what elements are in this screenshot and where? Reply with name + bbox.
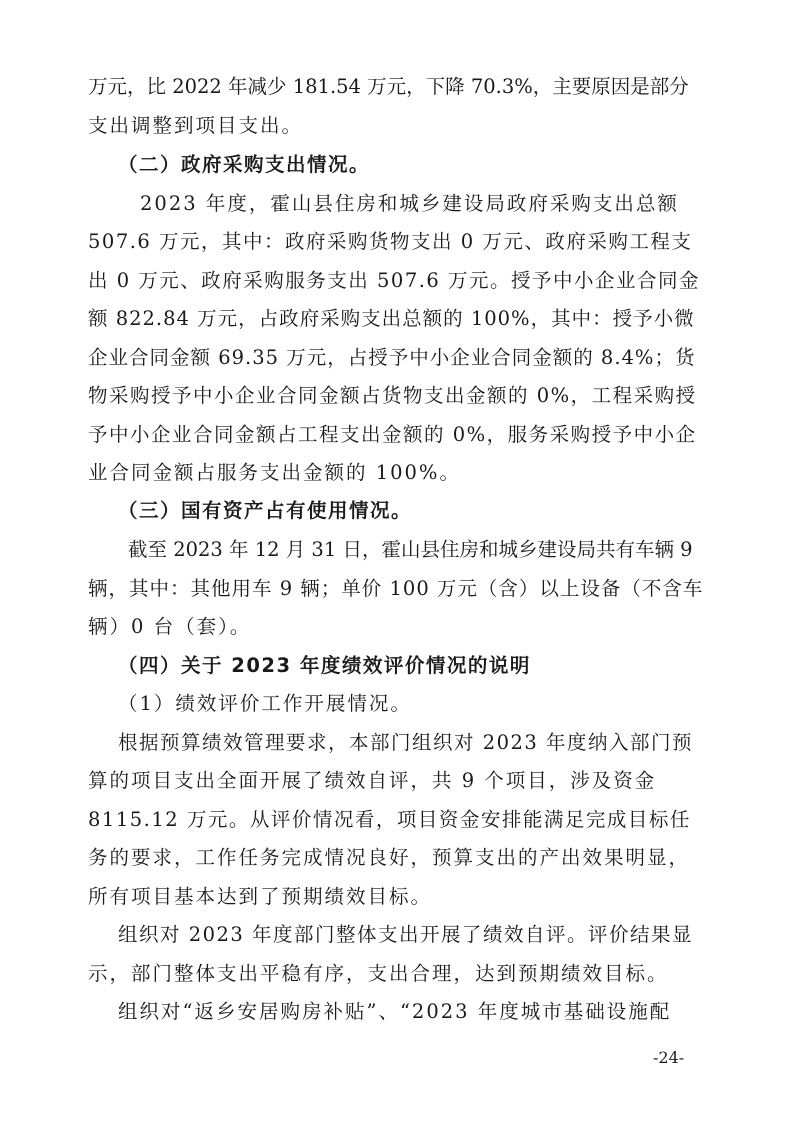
body-line-2: 支出调整到项目支出。 [88,114,304,137]
body-line-20: 8115.12 万元。从评价情况看，项目资金安排能满足完成目标任 [88,808,691,831]
body-line-24: 示，部门整体支出平稳有序，支出合理，达到预期绩效目标。 [88,962,669,985]
body-line-22: 所有项目基本达到了预期绩效目标。 [88,885,433,908]
body-line-1: 万元，比 2022 年减少 181.54 万元，下降 70.3%，主要原因是部分 [88,75,689,98]
body-line-7: 额 822.84 万元，占政府采购支出总额的 100%，其中：授予小微 [88,307,695,330]
body-line-21: 务的要求，工作任务完成情况良好，预算支出的产出效果明显， [88,846,691,869]
sub-heading-1: （1）绩效评价工作开展情况。 [118,692,412,715]
body-line-4: 2023 年度，霍山县住房和城乡建设局政府采购支出总额 [140,192,679,215]
body-line-11: 业合同金额占服务支出金额的 100%。 [88,461,461,484]
body-line-9: 物采购授予中小企业合同金额占货物支出金额的 0%，工程采购授 [88,384,697,407]
body-line-18: 根据预算绩效管理要求，本部门组织对 2023 年度纳入部门预 [118,731,694,754]
body-line-15: 辆）0 台（套）。 [88,615,252,638]
body-line-8: 企业合同金额 69.35 万元，占授予中小企业合同金额的 8.4%；货 [88,346,696,369]
section-heading-2: （二）政府采购支出情况。 [118,153,371,176]
body-line-6: 出 0 万元、政府采购服务支出 507.6 万元。授予中小企业合同金 [88,269,701,292]
body-line-19: 算的项目支出全面开展了绩效自评，共 9 个项目，涉及资金 [88,769,657,792]
section-heading-4: （四）关于 2023 年度绩效评价情况的说明 [118,654,531,677]
body-line-10: 予中小企业合同金额占工程支出金额的 0%，服务采购授予中小企 [88,423,697,446]
body-line-13: 截至 2023 年 12 月 31 日，霍山县住房和城乡建设局共有车辆 9 [128,538,693,561]
body-line-5: 507.6 万元，其中：政府采购货物支出 0 万元、政府采购工程支 [88,230,693,253]
section-heading-3: （三）国有资产占有使用情况。 [118,499,413,522]
body-line-14: 辆，其中：其他用车 9 辆；单价 100 万元（含）以上设备（不含车 [88,577,704,600]
body-line-25: 组织对“返乡安居购房补贴”、“2023 年度城市基础设施配 [118,1000,672,1023]
page-number: -24- [653,1048,685,1067]
body-line-23: 组织对 2023 年度部门整体支出开展了绩效自评。评价结果显 [118,923,694,946]
